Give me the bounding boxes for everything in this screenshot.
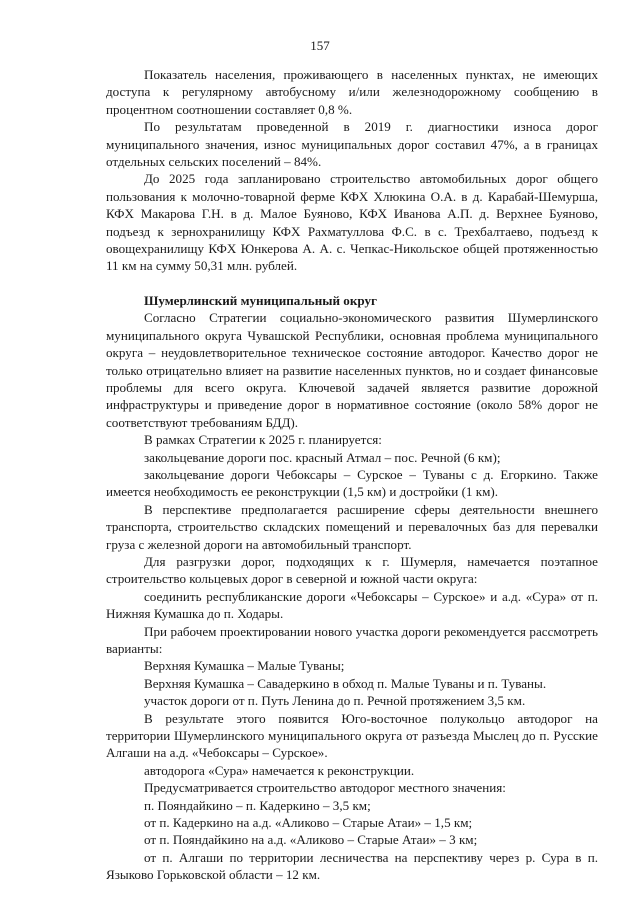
list-item: Верхняя Кумашка – Савадеркино в обход п. Малые Туваны и п. Туваны. [144, 675, 547, 691]
list-item: Верхняя Кумашка – Малые Туваны; [144, 658, 345, 674]
paragraph-transport: В перспективе предполагается расширение сферы деятельности внешнего транспорта, строительство складских помещений и перевалочных баз для перевалки груза с железной дороги на автомобильный транспорт. [106, 501, 598, 552]
list-item: закольцевание дороги пос. красный Атмал – пос. Речной (6 км); [144, 449, 501, 465]
list-item: автодорога «Сура» намечается к реконструкции. [144, 762, 415, 778]
list-item: от п. Пояндайкино на а.д. «Аликово – Старые Атаи» – 3 км; [144, 832, 478, 848]
paragraph-variants-intro: При рабочем проектировании нового участка дороги рекомендуется рассмотреть варианты: [106, 623, 598, 656]
paragraph-strategy: Согласно Стратегии социально-экономического развития Шумерлинского муниципального округа Чувашской Республики, основная проблема муниципального округа – неудовлетворительное техническое состояние автодорог. Качество дорог не только отрицательно влияет на развитие населенных пунктов, но и создает финансовые проблемы для всего округа. Ключевой задачей является развитие дорожной инфраструктуры и приведение дорог в нормативное состояние (около 58% дорог не соответствуют требованиям БДД). [106, 310, 598, 430]
paragraph-ring-roads: Для разгрузки дорог, подходящих к г. Шумерля, намечается поэтапное строительство кольцевых дорог в северной и южной части округа: [106, 553, 598, 587]
paragraph-local-roads-intro: Предусматривается строительство автодорог местного значения: [144, 780, 506, 796]
list-item: от п. Алгаши по территории лесничества на перспективу через р. Сура в п. Языково Горьковской области – 12 км. [106, 849, 598, 883]
paragraph-farm-roads: До 2025 года запланировано строительство автомобильных дорог общего пользования к молочно-товарной ферме КФХ Хлюкина О.А. в д. Карабай-Шемурша, КФХ Макарова Г.Н. в д. Малое Буяново, КФХ Иванова А.П. д. Верхнее Буяново, подъезд к зернохранилищу КФХ Рахматуллова Ф.С. в с. Трехбалтаево, подъезд к овощехранилищу КФХ Юнкерова А. А. с. Чепкас-Никольское общей протяженностью 11 км на сумму 50,31 млн. рублей. [106, 171, 598, 274]
list-item: закольцевание дороги Чебоксары – Сурское – Туваны с д. Егоркино. Также имеется необходимость ее реконструкции (1,5 км) и достройки (1 км). [106, 466, 598, 500]
list-item: соединить республиканские дороги «Чебоксары – Сурское» и а.д. «Сура» от п. Нижняя Кумашка до п. Ходары. [106, 588, 598, 622]
list-item: п. Пояндайкино – п. Кадеркино – 3,5 км; [144, 797, 371, 813]
paragraph-road-wear: По результатам проведенной в 2019 г. диагностики износа дорог муниципального значения, износ муниципальных дорог составил 47%, а в границах отдельных сельских поселений – 84%. [106, 119, 598, 170]
document-body [106, 66, 598, 884]
list-item: от п. Кадеркино на а.д. «Аликово – Старые Атаи» – 1,5 км; [144, 815, 473, 831]
list-item: участок дороги от п. Путь Ленина до п. Речной протяжением 3,5 км. [144, 693, 526, 709]
paragraph-half-ring: В результате этого появится Юго-восточное полукольцо автодорог на территории Шумерлинского муниципального округа от разъезда Мыслец до п. Русские Алгаши на а.д. «Чебоксары – Сурское». [106, 710, 598, 761]
paragraph-bus-access: Показатель населения, проживающего в населенных пунктах, не имеющих доступа к регулярному автобусному и/или железнодорожному сообщению в процентном соотношении составляет 0,8 %. [106, 67, 598, 117]
page-number: 157 [310, 38, 330, 53]
section-gap [106, 275, 598, 292]
section-heading: Шумерлинский муниципальный округ [144, 292, 377, 308]
paragraph-plan-intro: В рамках Стратегии к 2025 г. планируется: [144, 432, 382, 448]
